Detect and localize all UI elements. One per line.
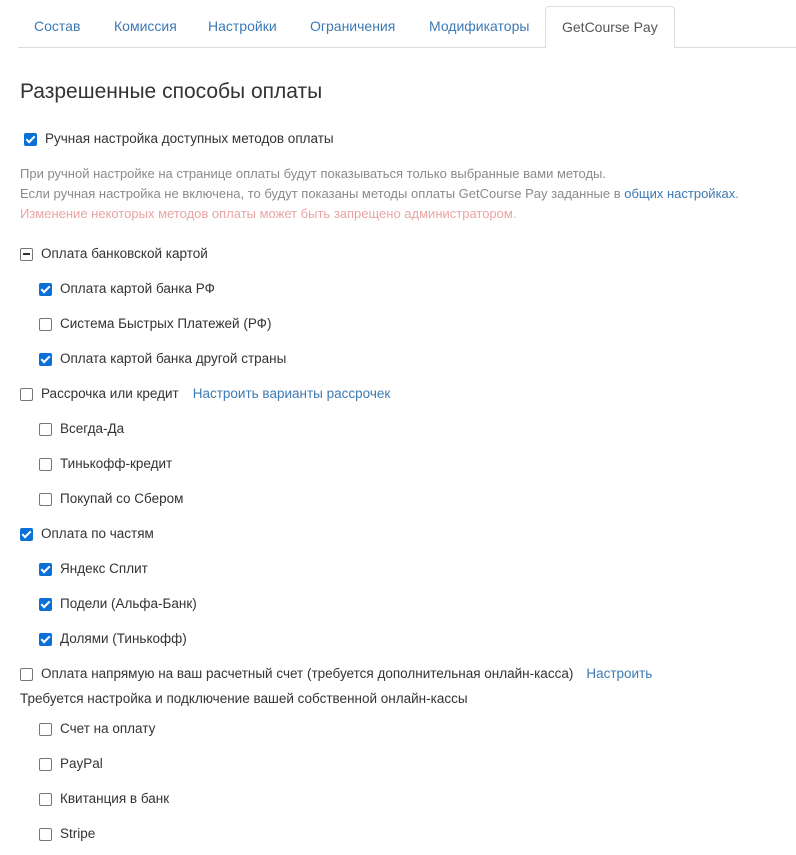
method-row[interactable]: [39, 349, 286, 369]
method-checkbox[interactable]: [39, 828, 52, 841]
method-row[interactable]: [39, 789, 169, 809]
method-label: Счет на оплату: [60, 721, 156, 736]
group-parts-checkbox[interactable]: [20, 528, 33, 541]
group-bank-card[interactable]: [20, 244, 208, 264]
method-label: Оплата картой банка РФ: [60, 281, 215, 296]
info-line-2: [20, 184, 739, 204]
tab-commission[interactable]: Комиссия: [114, 18, 177, 34]
method-checkbox[interactable]: [39, 793, 52, 806]
group-parts-label: Оплата по частям: [41, 526, 154, 541]
method-label: Квитанция в банк: [60, 791, 170, 806]
configure-installments-link[interactable]: Настроить варианты рассрочек: [192, 386, 391, 401]
group-bank-card-checkbox[interactable]: [20, 248, 33, 261]
section-title: Разрешенные способы оплаты: [20, 80, 323, 103]
method-row[interactable]: [39, 824, 95, 844]
method-label: PayPal: [60, 756, 103, 771]
manual-setting-row[interactable]: [24, 129, 334, 149]
method-row[interactable]: [39, 314, 271, 334]
group-parts[interactable]: [20, 524, 154, 544]
group-direct-checkbox[interactable]: [20, 668, 33, 681]
method-label: Всегда-Да: [60, 421, 125, 436]
group-direct[interactable]: [20, 664, 652, 684]
method-row[interactable]: [39, 279, 215, 299]
tab-getcourse-pay[interactable]: GetCourse Pay: [545, 6, 675, 49]
tab-modifiers[interactable]: Модификаторы: [429, 18, 530, 34]
method-row[interactable]: [39, 559, 148, 579]
method-row[interactable]: [39, 719, 155, 739]
tab-settings[interactable]: Настройки: [208, 18, 277, 34]
info-line-2-text: Если ручная настройка не включена, то будут показаны методы оплаты GetCourse Pay заданные в: [20, 186, 625, 201]
method-label: Покупай со Сбером: [60, 491, 184, 506]
method-row[interactable]: [39, 754, 103, 774]
manual-setting-label: Ручная настройка доступных методов оплаты: [45, 131, 334, 146]
method-checkbox[interactable]: [39, 353, 52, 366]
method-checkbox[interactable]: [39, 493, 52, 506]
tab-restrictions[interactable]: Ограничения: [310, 18, 396, 34]
method-row[interactable]: [39, 629, 187, 649]
method-label: Оплата картой банка другой страны: [60, 351, 287, 366]
method-checkbox[interactable]: [39, 723, 52, 736]
method-checkbox[interactable]: [39, 458, 52, 471]
info-line-1: При ручной настройке на странице оплаты будут показываться только выбранные вами методы.: [20, 166, 606, 181]
method-checkbox[interactable]: [39, 423, 52, 436]
configure-direct-link[interactable]: Настроить: [586, 666, 653, 681]
method-checkbox[interactable]: [39, 318, 52, 331]
tab-bar: [18, 6, 796, 48]
method-checkbox[interactable]: [39, 598, 52, 611]
method-checkbox[interactable]: [39, 563, 52, 576]
tab-composition[interactable]: Состав: [34, 18, 81, 34]
method-row[interactable]: [39, 454, 172, 474]
direct-note: Требуется настройка и подключение вашей собственной онлайн-кассы: [20, 691, 468, 706]
group-bank-card-label: Оплата банковской картой: [41, 246, 208, 261]
method-checkbox[interactable]: [39, 633, 52, 646]
method-checkbox[interactable]: [39, 758, 52, 771]
method-checkbox[interactable]: [39, 283, 52, 296]
method-label: Долями (Тинькофф): [60, 631, 187, 646]
method-row[interactable]: [39, 594, 197, 614]
method-row[interactable]: [39, 419, 124, 439]
group-installment-label: Рассрочка или кредит: [41, 386, 179, 401]
method-label: Подели (Альфа-Банк): [60, 596, 197, 611]
group-direct-label: Оплата напрямую на ваш расчетный счет (требуется дополнительная онлайн-касса): [41, 666, 574, 681]
group-installment-checkbox[interactable]: [20, 388, 33, 401]
method-label: Система Быстрых Платежей (РФ): [60, 316, 272, 331]
general-settings-link[interactable]: общих настройках: [624, 186, 736, 201]
method-row[interactable]: [39, 489, 183, 509]
method-label: Stripe: [60, 826, 96, 841]
group-installment[interactable]: [20, 384, 390, 404]
manual-setting-checkbox[interactable]: [24, 133, 37, 146]
method-label: Тинькофф-кредит: [60, 456, 173, 471]
admin-warning: Изменение некоторых методов оплаты может быть запрещено администратором.: [20, 206, 517, 221]
method-label: Яндекс Сплит: [60, 561, 148, 576]
info-line-2-suffix: .: [735, 186, 739, 201]
